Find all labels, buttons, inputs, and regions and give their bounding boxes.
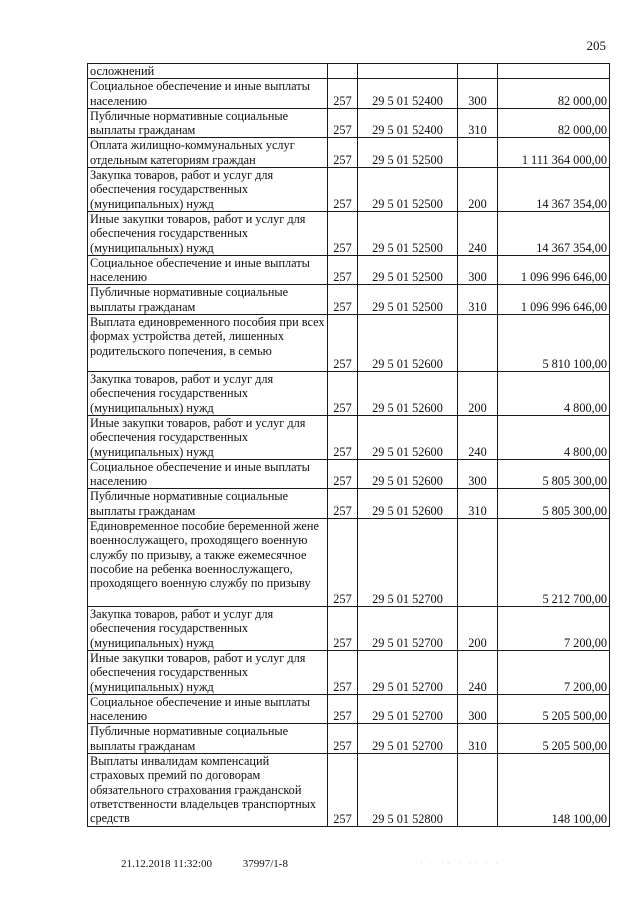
row-name: Иные закупки товаров, работ и услуг для обеспечения государственных (муниципальных) нужд xyxy=(88,650,328,694)
row-name: Иные закупки товаров, работ и услуг для обеспечения государственных (муниципальных) нужд xyxy=(88,211,328,255)
page-number: 205 xyxy=(586,38,606,53)
row-name: Закупка товаров, работ и услуг для обеспечения государственных (муниципальных) нужд xyxy=(88,168,328,212)
row-code: 257 xyxy=(328,753,358,826)
row-csr: 29 5 01 52800 xyxy=(358,753,458,826)
table-row xyxy=(88,255,610,285)
row-code: 257 xyxy=(328,285,358,315)
table-row xyxy=(88,753,610,826)
table-row xyxy=(88,519,610,607)
row-code: 257 xyxy=(328,694,358,724)
row-code: 257 xyxy=(328,138,358,168)
row-vr: 240 xyxy=(458,211,498,255)
row-csr: 29 5 01 52600 xyxy=(358,489,458,519)
row-sum: 148 100,00 xyxy=(498,753,610,826)
footer-timestamp: 21.12.2018 11:32:00 xyxy=(121,858,212,870)
row-vr xyxy=(458,753,498,826)
row-sum: 5 805 300,00 xyxy=(498,459,610,489)
row-csr: 29 5 01 52600 xyxy=(358,372,458,416)
row-csr: 29 5 01 52700 xyxy=(358,694,458,724)
row-name: осложнений xyxy=(88,64,328,79)
row-vr: 310 xyxy=(458,724,498,754)
row-csr: 29 5 01 52600 xyxy=(358,415,458,459)
table-body xyxy=(88,64,610,827)
row-csr: 29 5 01 52500 xyxy=(358,285,458,315)
row-sum: 1 096 996 646,00 xyxy=(498,255,610,285)
row-vr: 300 xyxy=(458,255,498,285)
row-name: Оплата жилищно-коммунальных услуг отдельным категориям граждан xyxy=(88,138,328,168)
row-code: 257 xyxy=(328,607,358,651)
row-vr xyxy=(458,138,498,168)
row-code: 257 xyxy=(328,255,358,285)
row-vr: 200 xyxy=(458,607,498,651)
row-vr xyxy=(458,519,498,607)
table-row xyxy=(88,607,610,651)
row-vr: 240 xyxy=(458,415,498,459)
row-name: Социальное обеспечение и иные выплаты населению xyxy=(88,79,328,109)
row-name: Единовременное пособие беременной жене военнослужащего, проходящего военную службу по призыву, а также ежемесячное пособие на ребенка военнослужащего, проходящего военную службу по призыву xyxy=(88,519,328,607)
row-vr: 310 xyxy=(458,285,498,315)
table-row xyxy=(88,79,610,109)
row-vr: 240 xyxy=(458,650,498,694)
row-sum: 5 805 300,00 xyxy=(498,489,610,519)
row-code: 257 xyxy=(328,459,358,489)
row-sum: 4 800,00 xyxy=(498,372,610,416)
row-sum: 1 111 364 000,00 xyxy=(498,138,610,168)
row-sum: 5 205 500,00 xyxy=(498,694,610,724)
row-code xyxy=(328,64,358,79)
table-row xyxy=(88,694,610,724)
row-sum: 5 212 700,00 xyxy=(498,519,610,607)
budget-table xyxy=(87,63,610,827)
table-row xyxy=(88,168,610,212)
scan-noise: · · ·· · ·· · · xyxy=(420,859,501,868)
row-sum: 82 000,00 xyxy=(498,108,610,138)
row-code: 257 xyxy=(328,724,358,754)
row-code: 257 xyxy=(328,372,358,416)
row-name: Социальное обеспечение и иные выплаты населению xyxy=(88,255,328,285)
row-code: 257 xyxy=(328,489,358,519)
row-code: 257 xyxy=(328,211,358,255)
row-sum: 7 200,00 xyxy=(498,650,610,694)
row-vr: 310 xyxy=(458,108,498,138)
row-code: 257 xyxy=(328,108,358,138)
row-sum: 82 000,00 xyxy=(498,79,610,109)
row-code: 257 xyxy=(328,519,358,607)
table-row xyxy=(88,64,610,79)
table-row xyxy=(88,211,610,255)
table-row xyxy=(88,315,610,372)
row-sum: 14 367 354,00 xyxy=(498,168,610,212)
row-name: Закупка товаров, работ и услуг для обеспечения государственных (муниципальных) нужд xyxy=(88,607,328,651)
table-row xyxy=(88,459,610,489)
row-name: Публичные нормативные социальные выплаты гражданам xyxy=(88,489,328,519)
row-csr: 29 5 01 52700 xyxy=(358,650,458,694)
row-code: 257 xyxy=(328,315,358,372)
row-name: Закупка товаров, работ и услуг для обеспечения государственных (муниципальных) нужд xyxy=(88,372,328,416)
row-csr: 29 5 01 52500 xyxy=(358,138,458,168)
table-row xyxy=(88,650,610,694)
row-sum: 5 205 500,00 xyxy=(498,724,610,754)
row-csr xyxy=(358,64,458,79)
row-csr: 29 5 01 52600 xyxy=(358,315,458,372)
row-csr: 29 5 01 52500 xyxy=(358,211,458,255)
row-name: Публичные нормативные социальные выплаты гражданам xyxy=(88,285,328,315)
page-footer xyxy=(121,858,288,870)
row-name: Социальное обеспечение и иные выплаты населению xyxy=(88,459,328,489)
table-row xyxy=(88,372,610,416)
row-name: Публичные нормативные социальные выплаты гражданам xyxy=(88,108,328,138)
table-row xyxy=(88,489,610,519)
row-csr: 29 5 01 52700 xyxy=(358,724,458,754)
row-name: Публичные нормативные социальные выплаты гражданам xyxy=(88,724,328,754)
table-row xyxy=(88,138,610,168)
row-code: 257 xyxy=(328,650,358,694)
row-code: 257 xyxy=(328,79,358,109)
table-row xyxy=(88,285,610,315)
row-vr: 200 xyxy=(458,168,498,212)
row-sum: 5 810 100,00 xyxy=(498,315,610,372)
row-name: Социальное обеспечение и иные выплаты населению xyxy=(88,694,328,724)
table-row xyxy=(88,415,610,459)
row-name: Выплата единовременного пособия при всех формах устройства детей, лишенных родительского попечения, в семью xyxy=(88,315,328,372)
row-sum xyxy=(498,64,610,79)
table-row xyxy=(88,108,610,138)
row-csr: 29 5 01 52500 xyxy=(358,255,458,285)
row-csr: 29 5 01 52700 xyxy=(358,519,458,607)
row-vr: 310 xyxy=(458,489,498,519)
row-vr: 200 xyxy=(458,372,498,416)
row-csr: 29 5 01 52400 xyxy=(358,79,458,109)
table-row xyxy=(88,724,610,754)
row-vr: 300 xyxy=(458,459,498,489)
row-vr: 300 xyxy=(458,79,498,109)
row-vr xyxy=(458,64,498,79)
row-sum: 14 367 354,00 xyxy=(498,211,610,255)
row-csr: 29 5 01 52700 xyxy=(358,607,458,651)
row-vr xyxy=(458,315,498,372)
row-name: Выплаты инвалидам компенсаций страховых премий по договорам обязательного страхования гражданской ответственности владельцев транспортных средств xyxy=(88,753,328,826)
row-csr: 29 5 01 52400 xyxy=(358,108,458,138)
row-sum: 4 800,00 xyxy=(498,415,610,459)
row-sum: 7 200,00 xyxy=(498,607,610,651)
row-code: 257 xyxy=(328,415,358,459)
row-csr: 29 5 01 52500 xyxy=(358,168,458,212)
row-code: 257 xyxy=(328,168,358,212)
row-name: Иные закупки товаров, работ и услуг для обеспечения государственных (муниципальных) нужд xyxy=(88,415,328,459)
row-vr: 300 xyxy=(458,694,498,724)
footer-doc-id: 37997/1-8 xyxy=(242,858,288,870)
row-csr: 29 5 01 52600 xyxy=(358,459,458,489)
row-sum: 1 096 996 646,00 xyxy=(498,285,610,315)
